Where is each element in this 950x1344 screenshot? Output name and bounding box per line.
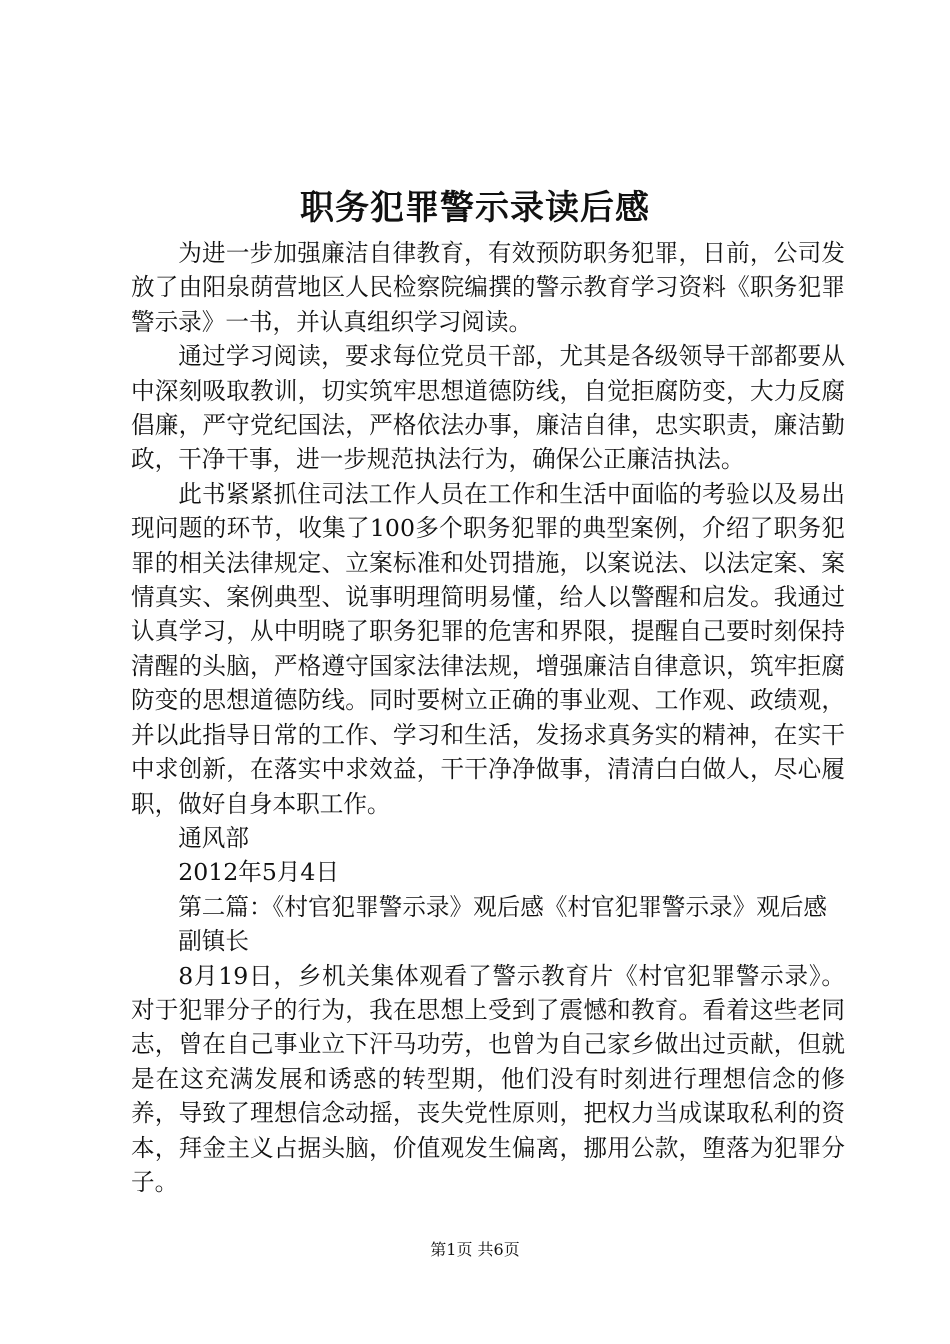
paragraph-requirements: 通过学习阅读，要求每位党员干部，尤其是各级领导干部都要从中深刻吸取教训，切实筑牢思想道德防线，自觉拒腐防变，大力反腐倡廉，严守党纪国法，严格依法办事，廉洁自律，忠实职责，廉洁勤政，干净干事，进一步规范执法行为，确保公正廉洁执法。 (131, 342, 845, 474)
paragraph-part-two-body: 8月19日，乡机关集体观看了警示教育片《村官犯罪警示录》。对于犯罪分子的行为，我在思想上受到了震憾和教育。看着这些老同志，曾在自己事业立下汗马功劳，也曾为自己家乡做出过贡献，但就是在这充满发展和诱惑的转型期，他们没有时刻进行理想信念的修养，导致了理想信念动摇，丧失党性原则，把权力当成谋取私利的资本，拜金主义占据头脑，价值观发生偏离，挪用公款，堕落为犯罪分子。 (131, 961, 845, 1196)
document-body (131, 236, 845, 1199)
document-title: 职务犯罪警示录读后感 (300, 188, 650, 228)
paragraph-intro: 为进一步加强廉洁自律教育，有效预防职务犯罪，日前，公司发放了由阳泉荫营地区人民检察院编撰的警示教育学习资料《职务犯罪警示录》一书，并认真组织学习阅读。 (131, 239, 845, 336)
author-position: 副镇长 (178, 927, 249, 956)
page-number-footer: 第1页 共6页 (430, 1240, 520, 1259)
section-heading-part-two: 第二篇：《村官犯罪警示录》观后感《村官犯罪警示录》观后感 (178, 892, 828, 921)
signature-date: 2012年5月4日 (178, 858, 340, 887)
signature-department: 通风部 (178, 823, 249, 852)
paragraph-book-content: 此书紧紧抓住司法工作人员在工作和生活中面临的考验以及易出现问题的环节，收集了100多个职务犯罪的典型案例，介绍了职务犯罪的相关法律规定、立案标准和处罚措施，以案说法、以法定案、案情真实、案例典型、说事明理简明易懂，给人以警醒和启发。我通过认真学习，从中明晓了职务犯罪的危害和界限，提醒自己要时刻保持清醒的头脑，严格遵守国家法律法规，增强廉洁自律意识，筑牢拒腐防变的思想道德防线。同时要树立正确的事业观、工作观、政绩观，并以此指导日常的工作、学习和生活，发扬求真务实的精神，在实干中求创新，在落实中求效益，干干净净做事，清清白白做人，尽心履职，做好自身本职工作。 (131, 479, 845, 818)
